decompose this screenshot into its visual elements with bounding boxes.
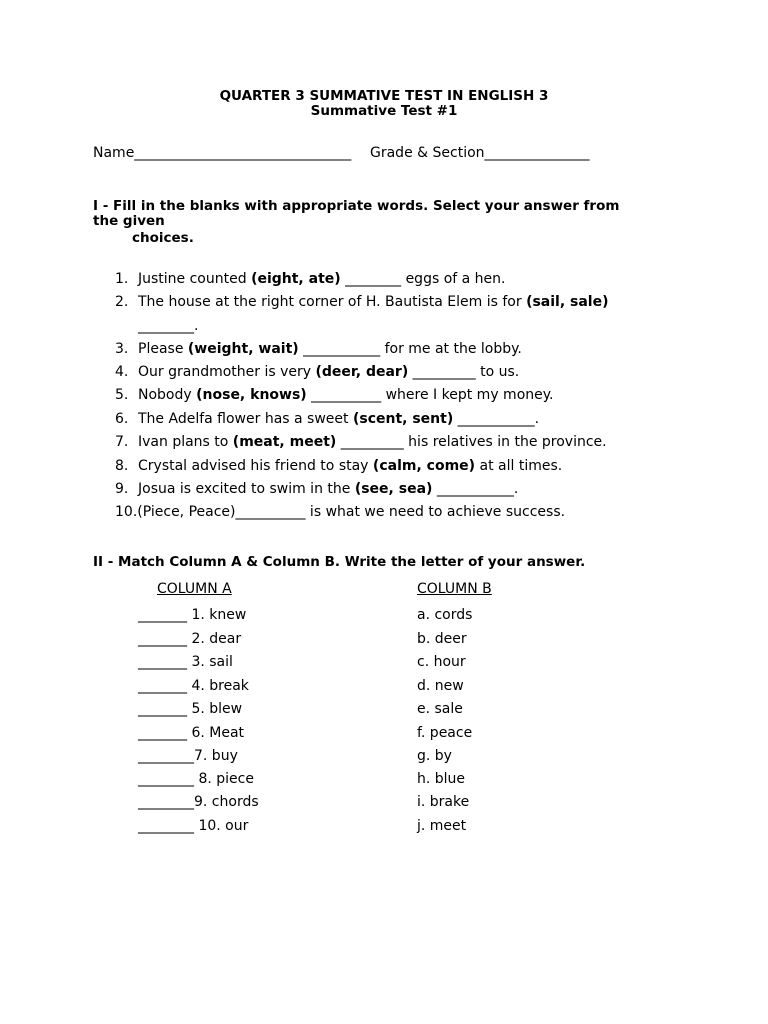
item-number: 1. [115,271,129,287]
item-continuation: ________. [138,318,199,334]
column-b-item: g. by [417,748,452,764]
item-choices: (calm, come) [372,458,476,474]
column-a-item: ________ 8. piece [138,771,254,787]
test-title: QUARTER 3 SUMMATIVE TEST IN ENGLISH 3 [219,88,549,104]
item-text: Crystal advised his friend to stay [138,458,373,474]
column-a-item: _______ 5. blew [138,701,243,717]
column-b-item: c. hour [417,654,466,670]
item-number: 7. [115,434,129,450]
item-text: Justine counted [138,271,252,287]
column-b-item: b. deer [417,631,467,647]
item-choices: (nose, knows) [196,387,307,403]
column-b-item: e. sale [417,701,463,717]
column-b-item: a. cords [417,607,473,623]
part1-instruction-line2: the given [93,213,165,229]
column-b-item: f. peace [417,725,473,741]
column-b-header: COLUMN B [417,581,492,597]
item-text-after: _________ to us. [408,364,520,380]
item-text-after: _________ his relatives in the province. [336,434,607,450]
item-number: 6. [115,411,129,427]
item-text: Josua is excited to swim in the [138,481,355,497]
item-choices: (eight, ate) [251,271,341,287]
item-number: 4. [115,364,129,380]
list-item [115,364,519,380]
item-text-after: ________ eggs of a hen. [340,271,506,287]
item-number: 2. [115,294,129,310]
column-a-item: ________9. chords [138,794,259,810]
column-b-item: i. brake [417,794,470,810]
item-number: 9. [115,481,129,497]
part1-instruction-line1: I - Fill in the blanks with appropriate words. Select your answer from [93,198,620,214]
item-number: 10. [115,504,138,520]
list-item [115,294,609,310]
item-text-after: ___________. [432,481,519,497]
item-choices: (scent, sent) [352,411,454,427]
list-item [115,387,553,403]
item-text: Ivan plans to [138,434,233,450]
column-a-header: COLUMN A [157,581,232,597]
item-choices: (deer, dear) [315,364,409,380]
column-a-item: _______ 6. Meat [138,725,245,741]
item-choices: (sail, sale) [526,294,609,310]
item-text: Nobody [138,387,197,403]
item-text-after: __________ where I kept my money. [306,387,554,403]
list-item [115,271,506,287]
list-item [115,504,565,520]
column-a-item: _______ 3. sail [138,654,233,670]
list-item [115,341,522,357]
column-b-item: h. blue [417,771,466,787]
part1-instruction-line3: choices. [132,230,194,246]
item-choices: (meat, meet) [232,434,337,450]
item-text: Our grandmother is very [138,364,316,380]
item-text: The house at the right corner of H. Bautista Elem is for [138,294,527,310]
column-a-item: ________ 10. our [138,818,249,834]
item-number: 8. [115,458,129,474]
part2-instruction: II - Match Column A & Column B. Write the letter of your answer. [93,554,586,570]
item-text-after: ___________. [453,411,540,427]
column-a-item: _______ 2. dear [138,631,242,647]
item-text: The Adelfa flower has a sweet [138,411,353,427]
item-number: 5. [115,387,129,403]
column-a-item: _______ 1. knew [138,607,247,623]
list-item [115,434,607,450]
item-choices: (weight, wait) [187,341,299,357]
column-b-item: j. meet [417,818,467,834]
list-item [115,411,539,427]
name-field-label: Name_______________________________ [93,145,352,161]
item-text-after: at all times. [475,458,563,474]
test-subtitle: Summative Test #1 [310,103,458,119]
grade-section-field-label: Grade & Section_______________ [370,145,590,161]
item-text: (Piece, Peace)__________ is what we need to achieve success. [137,504,566,520]
item-text: Please [138,341,188,357]
list-item [115,481,518,497]
item-text-after: ___________ for me at the lobby. [298,341,522,357]
list-item [115,458,562,474]
item-choices: (see, sea) [354,481,433,497]
column-a-item: ________7. buy [138,748,238,764]
item-number: 3. [115,341,129,357]
column-b-item: d. new [417,678,464,694]
column-a-item: _______ 4. break [138,678,249,694]
